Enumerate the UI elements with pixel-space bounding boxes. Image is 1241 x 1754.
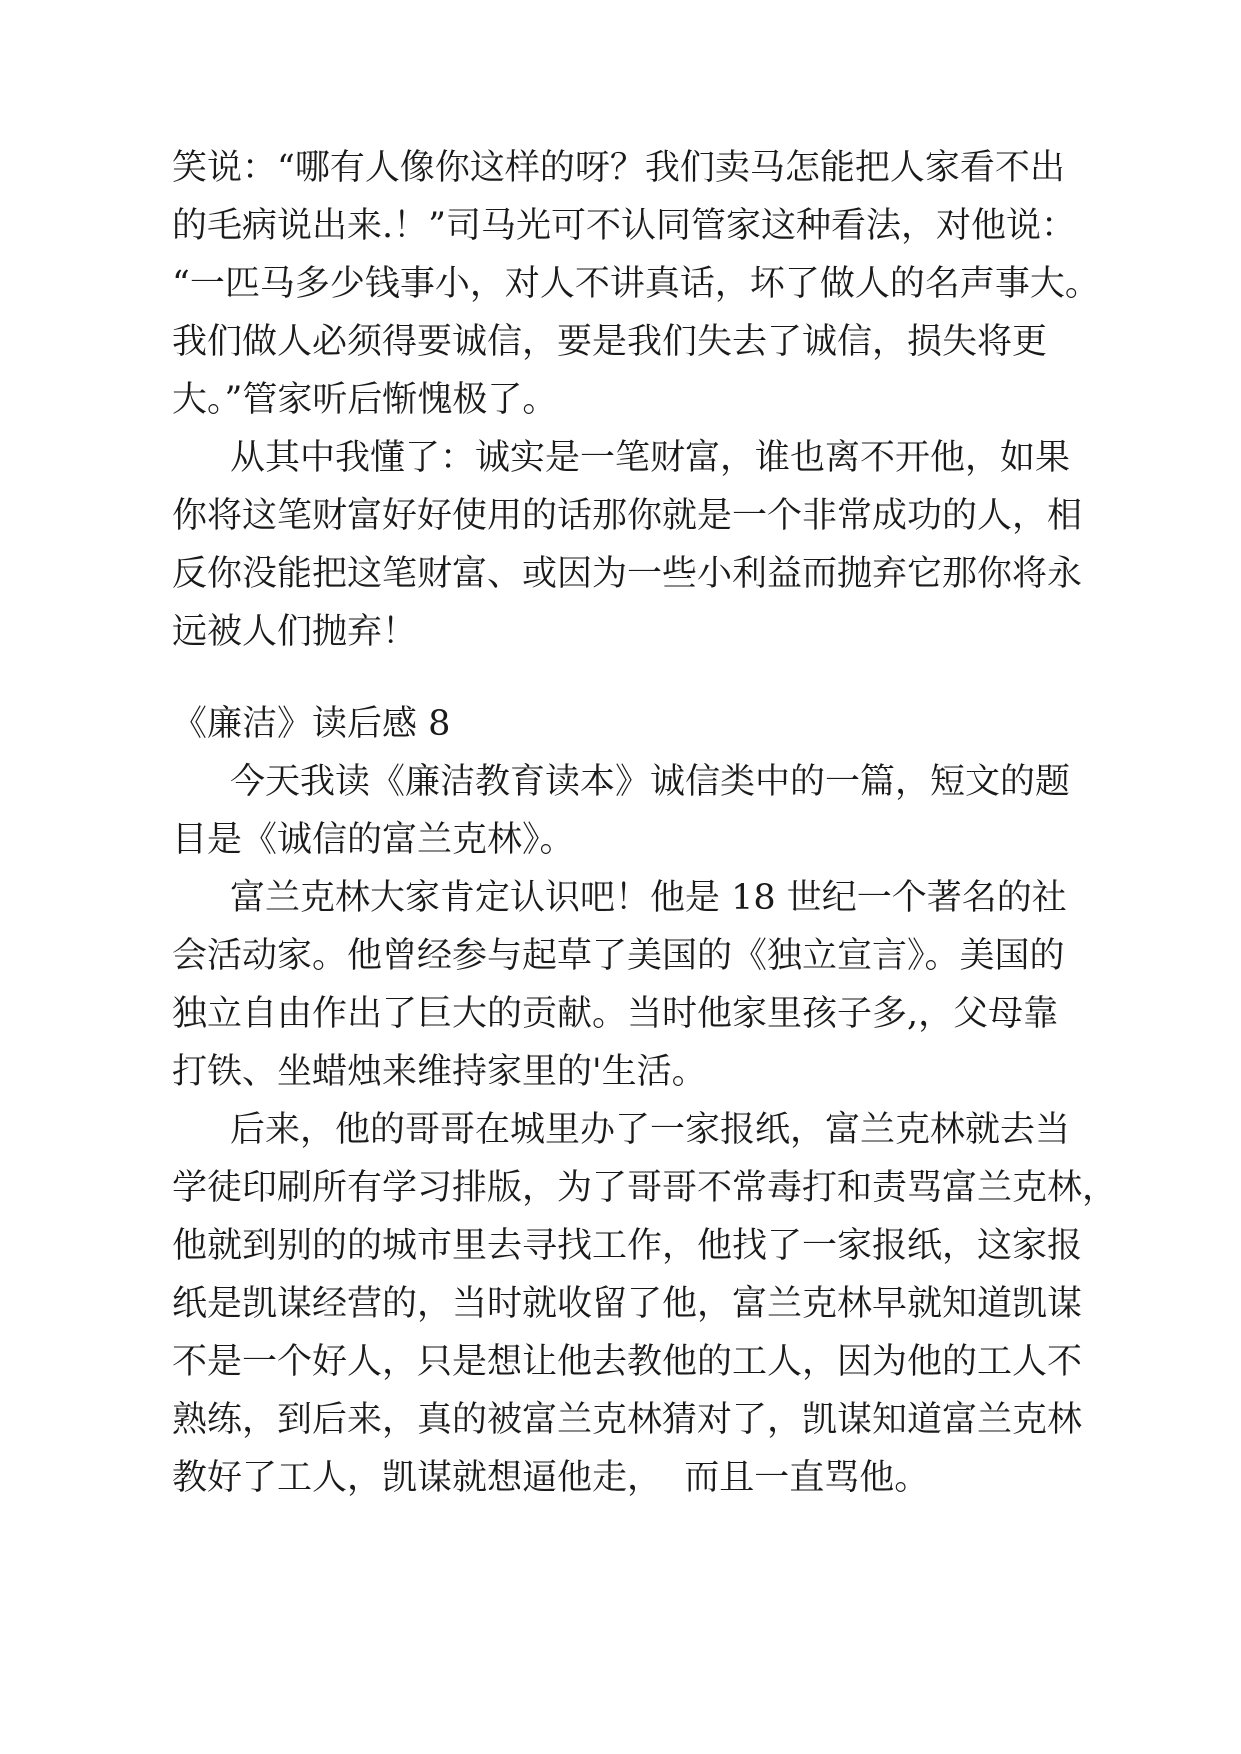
text-line <box>0 1100 1241 1160</box>
line-text: 熟练，到后来，真的被富兰克林猜对了，凯谋知道富兰克林 <box>172 1400 1083 1440</box>
text-line <box>0 428 1241 488</box>
text-line <box>0 810 1241 870</box>
text-line <box>0 868 1241 928</box>
line-text: “一匹马多少钱事小，对人不讲真话，坏了做人的名声事大。 <box>172 264 1100 304</box>
line-text: 大。”管家听后惭愧极了。 <box>172 380 558 420</box>
text-line <box>0 544 1241 604</box>
text-line <box>0 1390 1241 1450</box>
line-text: 目是《诚信的富兰克林》。 <box>172 820 575 860</box>
text-line <box>0 196 1241 256</box>
line-text: 从其中我懂了：诚实是一笔财富，谁也离不开他，如果 <box>230 438 1071 478</box>
text-line <box>0 254 1241 314</box>
line-text: 今天我读《廉洁教育读本》诚信类中的一篇，短文的题 <box>230 762 1071 802</box>
line-text: 笑说：“哪有人像你这样的呀？我们卖马怎能把人家看不出 <box>172 148 1065 188</box>
text-line <box>0 984 1241 1044</box>
text-line <box>0 1216 1241 1276</box>
text-line <box>0 486 1241 546</box>
section-title-text: 《廉洁》读后感 8 <box>172 704 451 744</box>
line-text: 打铁、坐蜡烛来维持家里的'生活。 <box>172 1052 707 1092</box>
line-text: 会活动家。他曾经参与起草了美国的《独立宣言》。美国的 <box>172 936 1065 976</box>
text-line <box>0 370 1241 430</box>
text-line <box>0 752 1241 812</box>
text-line <box>0 1158 1241 1218</box>
line-text: 远被人们抛弃！ <box>172 612 418 652</box>
line-text: 独立自由作出了巨大的贡献。当时他家里孩子多,，父母靠 <box>172 994 1059 1034</box>
text-line <box>0 926 1241 986</box>
line-text: 纸是凯谋经营的，当时就收留了他，富兰克林早就知道凯谋 <box>172 1284 1083 1324</box>
text-line <box>0 1042 1241 1102</box>
line-text: 教好了工人，凯谋就想逼他走， 而且一直骂他。 <box>172 1458 930 1498</box>
line-text: 我们做人必须得要诚信，要是我们失去了诚信，损失将更 <box>172 322 1048 362</box>
text-line <box>0 602 1241 662</box>
line-text: 不是一个好人，只是想让他去教他的工人，因为他的工人不 <box>172 1342 1083 1382</box>
section-title <box>0 694 1241 754</box>
text-line <box>0 312 1241 372</box>
line-text: 你将这笔财富好好使用的话那你就是一个非常成功的人，相 <box>172 496 1083 536</box>
text-line <box>0 1274 1241 1334</box>
line-text: 学徒印刷所有学习排版，为了哥哥不常毒打和责骂富兰克林， <box>172 1168 1118 1208</box>
line-text: 反你没能把这笔财富、或因为一些小利益而抛弃它那你将永 <box>172 554 1083 594</box>
line-text: 后来，他的哥哥在城里办了一家报纸，富兰克林就去当 <box>230 1110 1071 1150</box>
line-text: 的毛病说出来.！”司马光可不认同管家这种看法，对他说： <box>172 206 1077 246</box>
line-text: 富兰克林大家肯定认识吧！他是 18 世纪一个著名的社 <box>230 878 1067 918</box>
line-text: 他就到别的的城市里去寻找工作，他找了一家报纸，这家报 <box>172 1226 1083 1266</box>
text-line <box>0 138 1241 198</box>
text-line <box>0 1448 1241 1508</box>
text-line <box>0 1332 1241 1392</box>
